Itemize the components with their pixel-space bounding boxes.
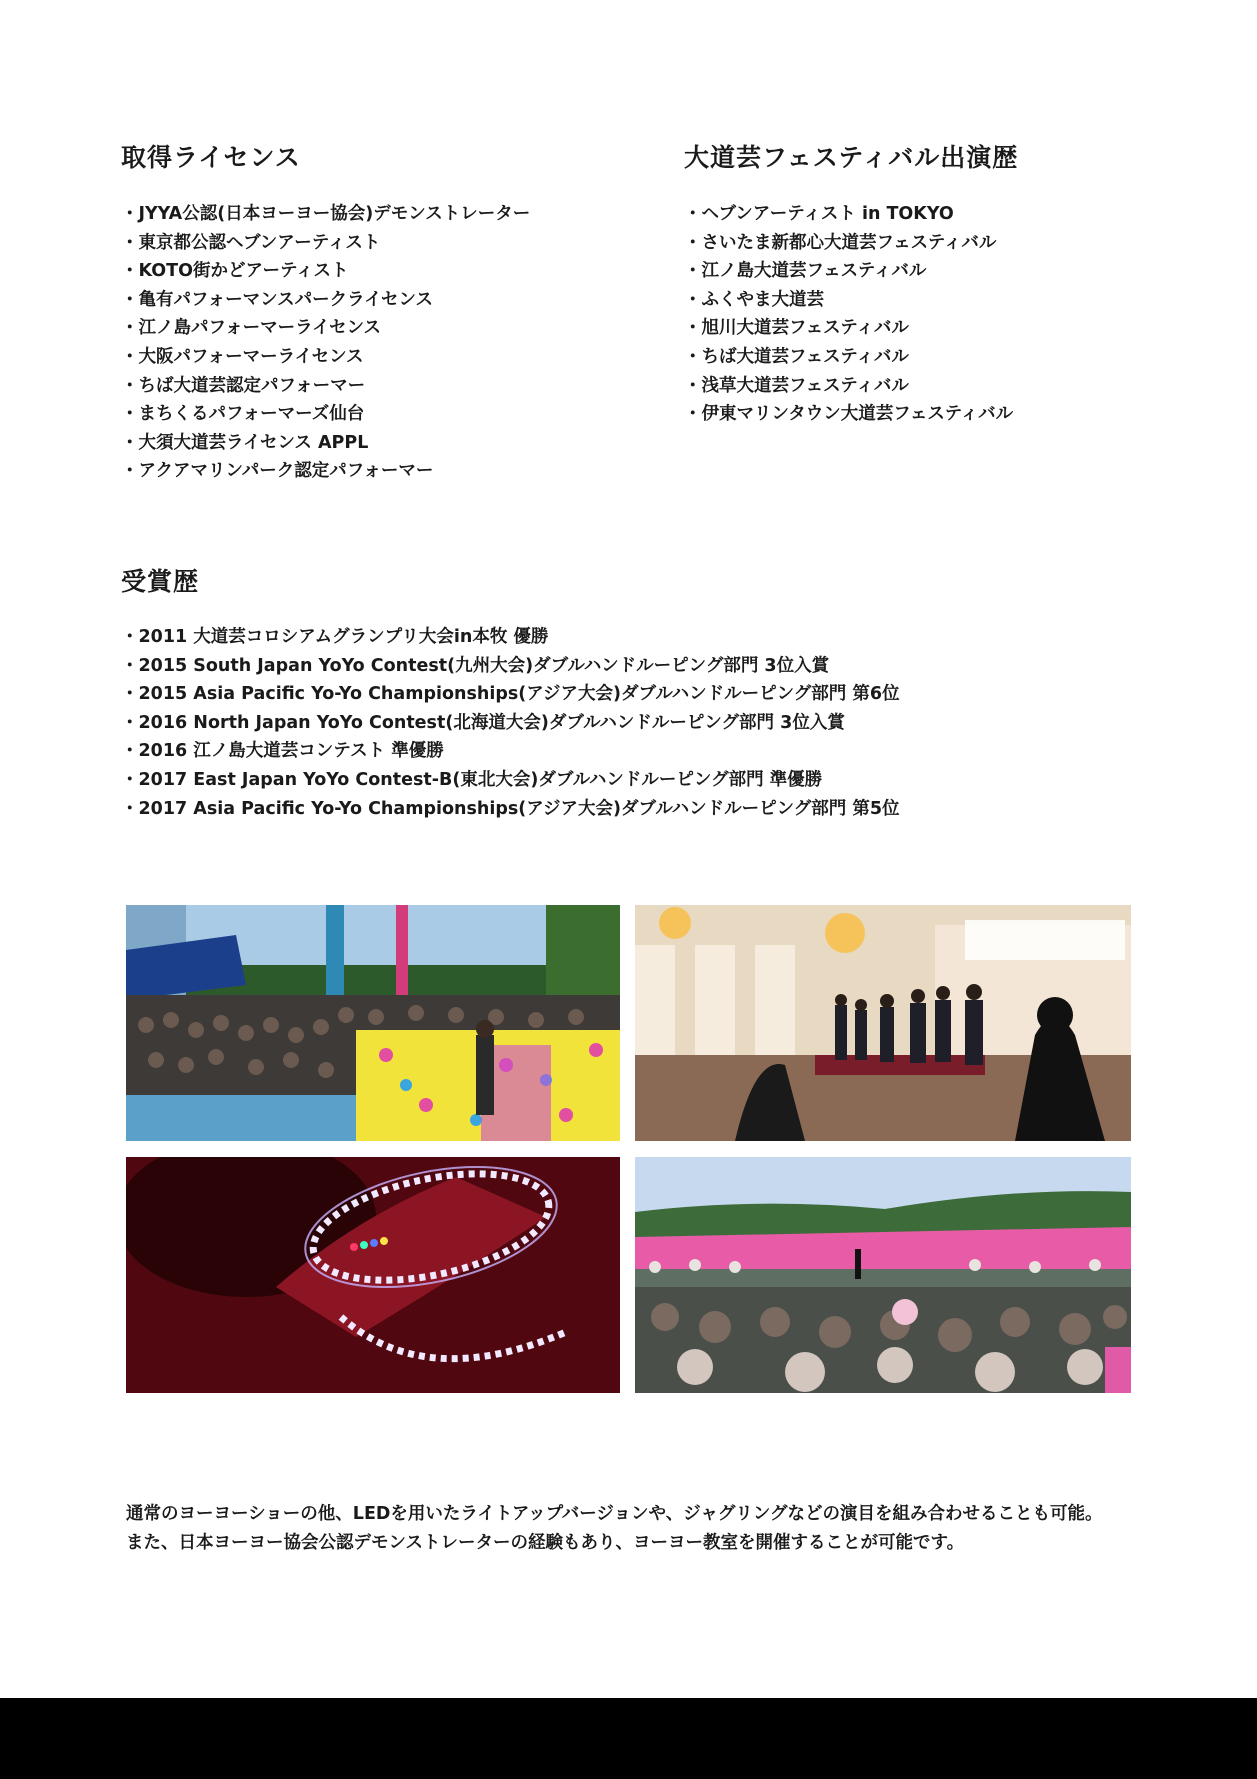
license-item: ・ ちば大道芸認定パフォーマー <box>121 372 530 401</box>
performance-description: 通常のヨーヨーショーの他、LEDを用いたライトアップバージョンや、ジャグリングなどの演目を組み合わせることも可能。また、日本ヨーヨー協会公認デモンストレーターの経験もあり、ヨーヨー教室を開催することが可能です。 <box>126 1504 1103 1553</box>
footer-bar <box>0 1698 1257 1779</box>
licenses-heading: 取得ライセンス <box>121 143 301 172</box>
flower-field-festival-photo <box>635 1157 1131 1393</box>
licenses-list <box>121 200 530 486</box>
festival-item: ・ さいたま新都心大道芸フェスティバル <box>684 229 1013 258</box>
festival-item: ・ 旭川大道芸フェスティバル <box>684 314 1013 343</box>
festival-item: ・ ふくやま大道芸 <box>684 286 1013 315</box>
license-item: ・ まちくるパフォーマーズ仙台 <box>121 400 530 429</box>
festival-item: ・ 伊東マリンタウン大道芸フェスティバル <box>684 400 1013 429</box>
award-item: ・ 2015 South Japan YoYo Contest(九州大会)ダブルハンドルーピング部門 3位入賞 <box>121 652 900 681</box>
award-item: ・ 2017 East Japan YoYo Contest-B(東北大会)ダブルハンドルーピング部門 準優勝 <box>121 766 900 795</box>
led-yoyo-closeup-photo <box>126 1157 620 1393</box>
award-item: ・ 2011 大道芸コロシアムグランプリ大会in本牧 優勝 <box>121 623 900 652</box>
award-item: ・ 2016 North Japan YoYo Contest(北海道大会)ダブルハンドルーピング部門 3位入賞 <box>121 709 900 738</box>
license-item: ・ KOTO街かどアーティスト <box>121 257 530 286</box>
festivals-list <box>684 200 1013 429</box>
outdoor-stage-show-photo <box>126 905 620 1141</box>
festival-item: ・ 浅草大道芸フェスティバル <box>684 372 1013 401</box>
festival-item: ・ ちば大道芸フェスティバル <box>684 343 1013 372</box>
award-item: ・ 2015 Asia Pacific Yo-Yo Championships(アジア大会)ダブルハンドルーピング部門 第6位 <box>121 680 900 709</box>
license-item: ・ 東京都公認ヘブンアーティスト <box>121 229 530 258</box>
festivals-heading: 大道芸フェスティバル出演歴 <box>684 143 1019 172</box>
award-item: ・ 2017 Asia Pacific Yo-Yo Championships(アジア大会)ダブルハンドルーピング部門 第5位 <box>121 795 900 824</box>
license-item: ・ 江ノ島パフォーマーライセンス <box>121 314 530 343</box>
festival-item: ・ ヘブンアーティスト in TOKYO <box>684 200 1013 229</box>
license-item: ・ JYYA公認(日本ヨーヨー協会)デモンストレーター <box>121 200 530 229</box>
award-item: ・ 2016 江ノ島大道芸コンテスト 準優勝 <box>121 737 900 766</box>
license-item: ・ 大須大道芸ライセンス APPL <box>121 429 530 458</box>
awards-heading: 受賞歴 <box>121 567 200 596</box>
banquet-hall-performance-photo <box>635 905 1131 1141</box>
license-item: ・ 大阪パフォーマーライセンス <box>121 343 530 372</box>
license-item: ・ 亀有パフォーマンスパークライセンス <box>121 286 530 315</box>
license-item: ・ アクアマリンパーク認定パフォーマー <box>121 457 530 486</box>
awards-list <box>121 623 900 823</box>
festival-item: ・ 江ノ島大道芸フェスティバル <box>684 257 1013 286</box>
